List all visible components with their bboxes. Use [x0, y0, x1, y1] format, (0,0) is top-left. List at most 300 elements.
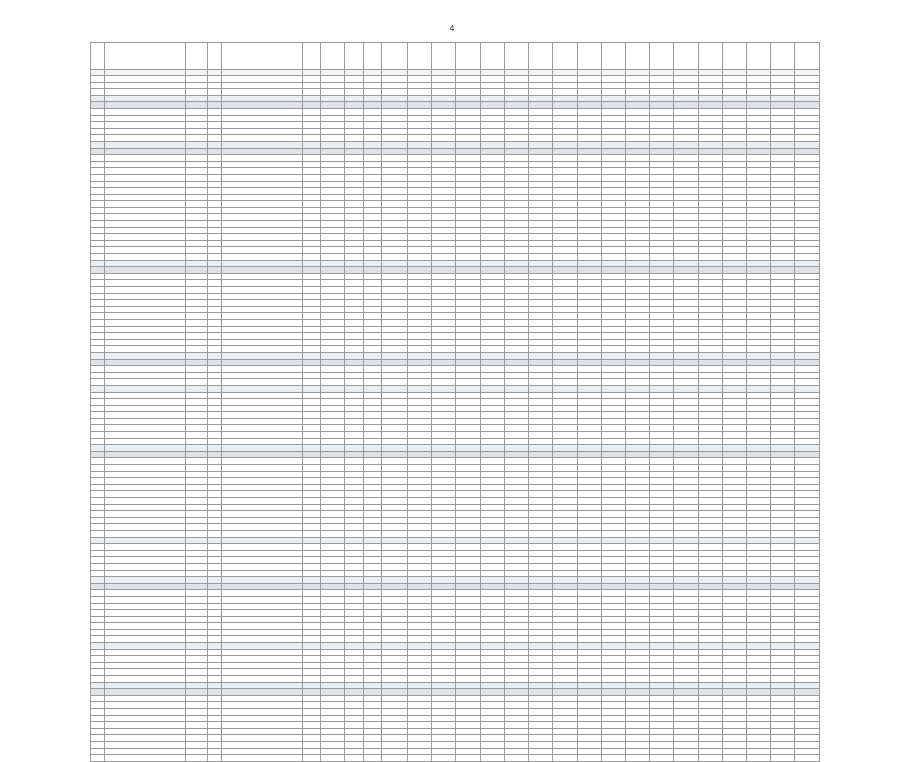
- table-cell: [432, 702, 456, 709]
- table-cell: [105, 333, 186, 340]
- table-cell: [795, 293, 820, 300]
- table-cell: [795, 201, 820, 208]
- column-header: [625, 43, 649, 70]
- table-cell: [480, 504, 504, 511]
- table-cell: [504, 471, 528, 478]
- table-cell: [674, 161, 698, 168]
- table-row: [91, 352, 820, 359]
- table-cell: [432, 741, 456, 748]
- table-cell: [625, 563, 649, 570]
- table-cell: [456, 735, 480, 742]
- table-cell: [321, 689, 345, 696]
- table-cell: [363, 432, 381, 439]
- table-cell: [747, 484, 771, 491]
- table-cell: [208, 346, 222, 353]
- table-cell: [698, 280, 722, 287]
- table-cell: [456, 405, 480, 412]
- table-cell: [529, 214, 553, 221]
- table-cell: [747, 313, 771, 320]
- table-cell: [698, 399, 722, 406]
- table-cell: [456, 287, 480, 294]
- table-cell: [432, 319, 456, 326]
- table-cell: [771, 491, 795, 498]
- table-cell: [185, 702, 207, 709]
- table-cell: [771, 603, 795, 610]
- table-cell: [625, 669, 649, 676]
- table-cell: [208, 676, 222, 683]
- table-cell: [91, 333, 105, 340]
- table-cell: [321, 741, 345, 748]
- column-header: [91, 43, 105, 70]
- table-cell: [674, 76, 698, 83]
- table-cell: [302, 676, 320, 683]
- table-cell: [650, 76, 674, 83]
- table-cell: [407, 610, 431, 617]
- table-cell: [698, 432, 722, 439]
- table-cell: [722, 478, 746, 485]
- table-cell: [302, 682, 320, 689]
- table-cell: [601, 709, 625, 716]
- table-cell: [407, 603, 431, 610]
- table-cell: [650, 412, 674, 419]
- table-row: [91, 82, 820, 89]
- table-cell: [302, 432, 320, 439]
- table-cell: [504, 273, 528, 280]
- table-cell: [456, 174, 480, 181]
- table-cell: [321, 319, 345, 326]
- table-cell: [105, 181, 186, 188]
- table-cell: [480, 524, 504, 531]
- table-row: [91, 141, 820, 148]
- table-cell: [208, 570, 222, 577]
- table-cell: [480, 649, 504, 656]
- table-cell: [407, 379, 431, 386]
- table-cell: [650, 432, 674, 439]
- table-cell: [625, 709, 649, 716]
- table-cell: [795, 273, 820, 280]
- table-cell: [222, 188, 303, 195]
- table-cell: [480, 339, 504, 346]
- table-cell: [771, 148, 795, 155]
- table-cell: [771, 102, 795, 109]
- table-cell: [208, 458, 222, 465]
- table-cell: [363, 741, 381, 748]
- table-cell: [208, 188, 222, 195]
- table-cell: [674, 511, 698, 518]
- table-cell: [208, 227, 222, 234]
- table-cell: [747, 662, 771, 669]
- table-cell: [504, 115, 528, 122]
- table-cell: [222, 735, 303, 742]
- table-cell: [771, 616, 795, 623]
- table-cell: [208, 557, 222, 564]
- table-cell: [747, 326, 771, 333]
- table-cell: [601, 438, 625, 445]
- table-cell: [105, 590, 186, 597]
- table-cell: [747, 379, 771, 386]
- table-cell: [302, 656, 320, 663]
- table-cell: [208, 682, 222, 689]
- table-cell: [302, 141, 320, 148]
- table-cell: [208, 695, 222, 702]
- table-cell: [91, 656, 105, 663]
- table-cell: [650, 372, 674, 379]
- table-cell: [222, 168, 303, 175]
- table-cell: [222, 432, 303, 439]
- table-cell: [529, 636, 553, 643]
- table-cell: [208, 102, 222, 109]
- table-cell: [795, 174, 820, 181]
- table-cell: [480, 108, 504, 115]
- table-cell: [302, 695, 320, 702]
- table-cell: [698, 346, 722, 353]
- table-cell: [407, 207, 431, 214]
- table-cell: [625, 623, 649, 630]
- table-cell: [553, 491, 577, 498]
- table-cell: [185, 385, 207, 392]
- table-row: [91, 227, 820, 234]
- table-cell: [222, 478, 303, 485]
- table-cell: [185, 326, 207, 333]
- table-cell: [577, 148, 601, 155]
- table-cell: [456, 313, 480, 320]
- table-cell: [381, 656, 407, 663]
- table-cell: [553, 484, 577, 491]
- table-cell: [722, 267, 746, 274]
- table-cell: [625, 267, 649, 274]
- table-cell: [302, 557, 320, 564]
- table-cell: [302, 155, 320, 162]
- table-cell: [601, 662, 625, 669]
- column-header: [381, 43, 407, 70]
- table-row: [91, 313, 820, 320]
- table-cell: [577, 128, 601, 135]
- table-cell: [625, 643, 649, 650]
- table-cell: [529, 122, 553, 129]
- table-cell: [222, 102, 303, 109]
- table-cell: [208, 722, 222, 729]
- table-cell: [208, 643, 222, 650]
- table-cell: [674, 188, 698, 195]
- table-cell: [553, 194, 577, 201]
- table-cell: [674, 313, 698, 320]
- table-cell: [674, 504, 698, 511]
- table-cell: [577, 530, 601, 537]
- table-cell: [698, 300, 722, 307]
- table-cell: [650, 517, 674, 524]
- table-cell: [674, 570, 698, 577]
- table-cell: [553, 438, 577, 445]
- table-cell: [625, 498, 649, 505]
- table-cell: [185, 227, 207, 234]
- table-cell: [722, 590, 746, 597]
- table-cell: [91, 722, 105, 729]
- table-cell: [91, 141, 105, 148]
- table-cell: [105, 662, 186, 669]
- table-cell: [407, 629, 431, 636]
- table-cell: [185, 583, 207, 590]
- table-cell: [185, 260, 207, 267]
- table-cell: [771, 438, 795, 445]
- table-cell: [722, 610, 746, 617]
- table-cell: [91, 511, 105, 518]
- table-cell: [432, 511, 456, 518]
- table-cell: [222, 438, 303, 445]
- table-cell: [381, 728, 407, 735]
- table-cell: [407, 155, 431, 162]
- table-cell: [771, 702, 795, 709]
- table-cell: [222, 748, 303, 755]
- table-cell: [222, 590, 303, 597]
- table-cell: [185, 563, 207, 570]
- table-cell: [698, 722, 722, 729]
- table-cell: [456, 695, 480, 702]
- table-cell: [222, 563, 303, 570]
- table-cell: [208, 194, 222, 201]
- table-cell: [480, 709, 504, 716]
- table-cell: [381, 339, 407, 346]
- table-cell: [577, 155, 601, 162]
- table-cell: [504, 662, 528, 669]
- table-cell: [456, 570, 480, 577]
- table-cell: [222, 623, 303, 630]
- table-cell: [321, 511, 345, 518]
- table-cell: [345, 174, 363, 181]
- table-cell: [553, 161, 577, 168]
- table-cell: [577, 418, 601, 425]
- table-cell: [185, 379, 207, 386]
- table-cell: [222, 412, 303, 419]
- table-cell: [698, 115, 722, 122]
- table-cell: [381, 174, 407, 181]
- table-cell: [407, 115, 431, 122]
- table-cell: [601, 649, 625, 656]
- table-cell: [650, 629, 674, 636]
- table-cell: [650, 214, 674, 221]
- table-cell: [302, 306, 320, 313]
- table-cell: [529, 669, 553, 676]
- table-cell: [650, 636, 674, 643]
- table-cell: [698, 451, 722, 458]
- table-cell: [577, 115, 601, 122]
- table-cell: [105, 352, 186, 359]
- table-cell: [105, 709, 186, 716]
- table-cell: [625, 95, 649, 102]
- table-cell: [650, 498, 674, 505]
- table-cell: [345, 656, 363, 663]
- table-cell: [771, 372, 795, 379]
- table-cell: [185, 629, 207, 636]
- table-cell: [747, 306, 771, 313]
- table-cell: [381, 715, 407, 722]
- table-cell: [625, 247, 649, 254]
- table-cell: [363, 583, 381, 590]
- table-cell: [91, 102, 105, 109]
- table-cell: [577, 273, 601, 280]
- table-cell: [504, 313, 528, 320]
- table-cell: [321, 544, 345, 551]
- table-cell: [553, 432, 577, 439]
- table-cell: [795, 234, 820, 241]
- table-cell: [302, 260, 320, 267]
- table-row: [91, 530, 820, 537]
- table-cell: [91, 188, 105, 195]
- table-cell: [321, 451, 345, 458]
- table-cell: [529, 319, 553, 326]
- table-cell: [91, 82, 105, 89]
- table-cell: [504, 95, 528, 102]
- table-cell: [432, 603, 456, 610]
- column-header: [321, 43, 345, 70]
- table-cell: [381, 273, 407, 280]
- table-cell: [771, 108, 795, 115]
- table-cell: [407, 194, 431, 201]
- table-cell: [553, 616, 577, 623]
- table-cell: [321, 254, 345, 261]
- table-cell: [625, 89, 649, 96]
- table-cell: [363, 438, 381, 445]
- table-cell: [208, 333, 222, 340]
- table-cell: [625, 524, 649, 531]
- table-cell: [625, 122, 649, 129]
- table-cell: [722, 603, 746, 610]
- table-cell: [625, 458, 649, 465]
- table-cell: [747, 432, 771, 439]
- table-cell: [480, 610, 504, 617]
- table-cell: [504, 181, 528, 188]
- table-cell: [771, 649, 795, 656]
- table-cell: [504, 280, 528, 287]
- table-cell: [302, 359, 320, 366]
- table-cell: [345, 445, 363, 452]
- table-cell: [795, 504, 820, 511]
- table-cell: [321, 372, 345, 379]
- table-cell: [771, 352, 795, 359]
- table-cell: [601, 280, 625, 287]
- table-cell: [381, 432, 407, 439]
- table-cell: [105, 260, 186, 267]
- table-cell: [795, 511, 820, 518]
- table-cell: [105, 643, 186, 650]
- table-cell: [480, 669, 504, 676]
- table-cell: [698, 728, 722, 735]
- table-cell: [456, 537, 480, 544]
- table-cell: [208, 148, 222, 155]
- table-cell: [577, 82, 601, 89]
- table-cell: [504, 155, 528, 162]
- table-cell: [105, 188, 186, 195]
- table-cell: [577, 458, 601, 465]
- table-cell: [601, 161, 625, 168]
- table-cell: [363, 300, 381, 307]
- table-cell: [345, 649, 363, 656]
- table-cell: [529, 418, 553, 425]
- table-cell: [381, 181, 407, 188]
- table-cell: [407, 484, 431, 491]
- table-cell: [381, 755, 407, 762]
- table-cell: [553, 557, 577, 564]
- table-row: [91, 234, 820, 241]
- table-cell: [553, 722, 577, 729]
- table-cell: [302, 333, 320, 340]
- table-cell: [722, 95, 746, 102]
- table-cell: [345, 287, 363, 294]
- table-cell: [208, 544, 222, 551]
- table-cell: [432, 610, 456, 617]
- table-cell: [321, 102, 345, 109]
- table-row: [91, 359, 820, 366]
- table-cell: [747, 273, 771, 280]
- table-cell: [698, 313, 722, 320]
- table-cell: [795, 544, 820, 551]
- table-cell: [698, 682, 722, 689]
- table-cell: [674, 174, 698, 181]
- table-cell: [381, 366, 407, 373]
- table-cell: [185, 128, 207, 135]
- table-cell: [674, 596, 698, 603]
- table-cell: [771, 168, 795, 175]
- table-cell: [91, 643, 105, 650]
- table-cell: [722, 300, 746, 307]
- table-cell: [795, 656, 820, 663]
- table-cell: [432, 122, 456, 129]
- table-cell: [345, 141, 363, 148]
- table-cell: [771, 188, 795, 195]
- table-cell: [553, 115, 577, 122]
- table-cell: [529, 82, 553, 89]
- table-cell: [795, 412, 820, 419]
- table-cell: [381, 458, 407, 465]
- table-cell: [185, 471, 207, 478]
- table-cell: [222, 702, 303, 709]
- table-cell: [674, 735, 698, 742]
- table-cell: [432, 280, 456, 287]
- table-cell: [601, 273, 625, 280]
- table-cell: [302, 465, 320, 472]
- table-cell: [208, 359, 222, 366]
- table-cell: [185, 755, 207, 762]
- table-cell: [795, 115, 820, 122]
- table-cell: [91, 676, 105, 683]
- table-cell: [698, 319, 722, 326]
- table-cell: [529, 135, 553, 142]
- table-cell: [553, 352, 577, 359]
- table-cell: [222, 287, 303, 294]
- table-cell: [601, 676, 625, 683]
- table-cell: [302, 339, 320, 346]
- table-cell: [456, 399, 480, 406]
- table-cell: [302, 643, 320, 650]
- table-cell: [698, 76, 722, 83]
- table-cell: [601, 484, 625, 491]
- table-cell: [553, 339, 577, 346]
- table-cell: [722, 715, 746, 722]
- table-cell: [553, 748, 577, 755]
- table-cell: [771, 445, 795, 452]
- table-cell: [722, 629, 746, 636]
- table-cell: [208, 207, 222, 214]
- table-cell: [674, 280, 698, 287]
- table-cell: [795, 260, 820, 267]
- table-cell: [381, 155, 407, 162]
- table-cell: [529, 517, 553, 524]
- table-cell: [650, 273, 674, 280]
- table-cell: [321, 695, 345, 702]
- table-cell: [105, 115, 186, 122]
- table-cell: [302, 458, 320, 465]
- table-cell: [722, 260, 746, 267]
- table-cell: [698, 240, 722, 247]
